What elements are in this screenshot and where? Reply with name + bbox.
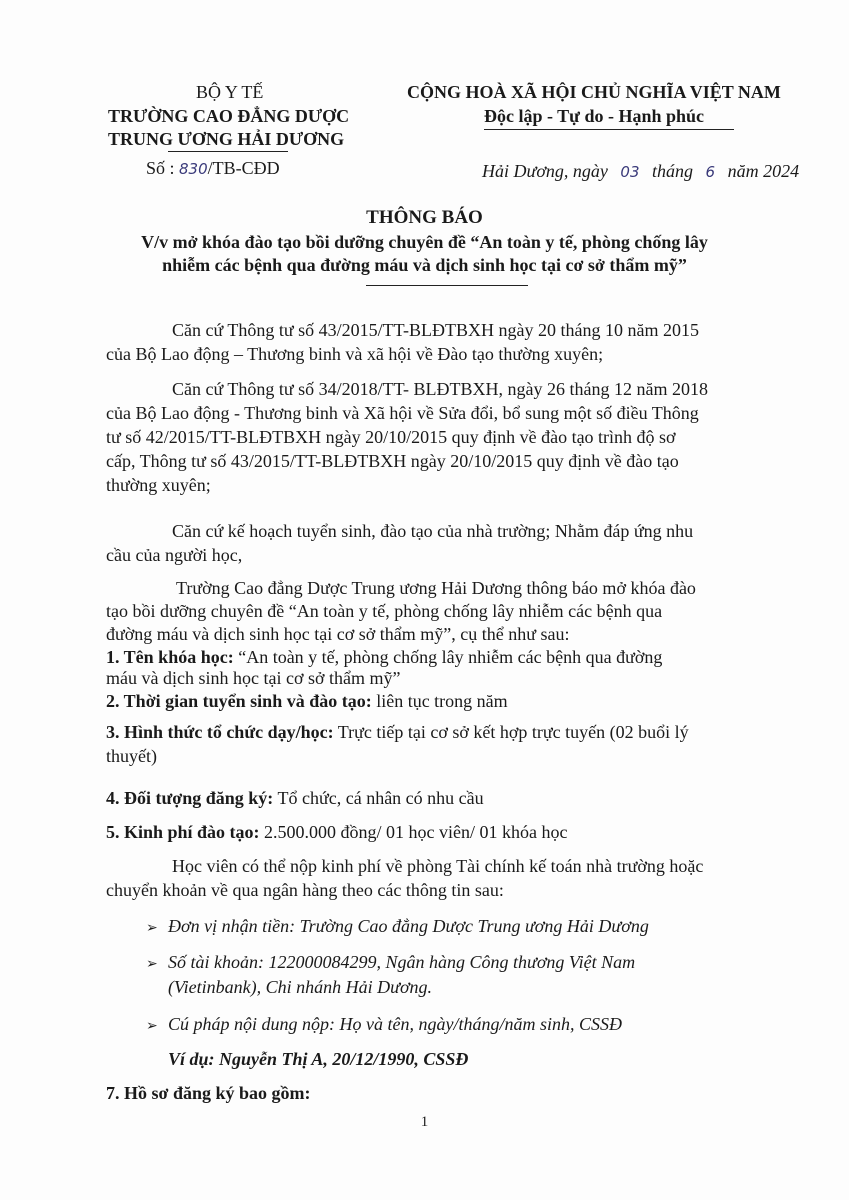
para2-line2: của Bộ Lao động - Thương binh và Xã hội về Sửa đổi, bổ sung một số điều Thông [106, 403, 699, 423]
item1-label: 1. Tên khóa học: [106, 647, 234, 667]
document-number [146, 156, 280, 181]
school-name-line2: TRUNG ƯƠNG HẢI DƯƠNG [108, 129, 345, 149]
date-line [482, 159, 799, 184]
item1-text-line1: “An toàn y tế, phòng chống lây nhiễm các bệnh qua đường [233, 647, 663, 667]
item3-label: 3. Hình thức tổ chức dạy/học: [106, 722, 334, 742]
item1 [106, 646, 662, 669]
item4-label: 4. Đối tượng đăng ký: [106, 788, 274, 808]
para2-line3: tư số 42/2015/TT-BLĐTBXH ngày 20/10/2015 quy định về đào tạo trình độ sơ [106, 427, 676, 447]
item2-text: liên tục trong năm [371, 691, 508, 711]
motto-underline [484, 129, 734, 130]
para3-line2: cầu của người học, [106, 545, 243, 565]
item2 [106, 690, 508, 713]
para4-line3: đường máu và dịch sinh học tại cơ sở thẩm mỹ”, cụ thể như sau: [106, 624, 570, 644]
date-day-handwritten: 03 [620, 163, 640, 181]
bullet-payee-text: Đơn vị nhận tiền: Trường Cao đẳng Dược Trung ương Hải Dương [168, 916, 649, 936]
para2-line5: thường xuyên; [106, 475, 211, 495]
school-name-line1: TRƯỜNG CAO ĐẲNG DƯỢC [108, 106, 350, 126]
para1-line2: của Bộ Lao động – Thương binh và xã hội về Đào tạo thường xuyên; [106, 344, 604, 364]
number-suffix: /TB-CĐD [207, 158, 280, 178]
national-motto: Độc lập - Tự do - Hạnh phúc [484, 106, 705, 126]
subject-underline [366, 285, 528, 286]
number-handwritten: 830 [179, 160, 208, 178]
arrow-bullet-icon: ➢ [146, 1018, 158, 1034]
number-prefix: Số : [146, 158, 175, 178]
date-year: năm 2024 [727, 161, 800, 181]
item3 [106, 721, 689, 744]
bullet-syntax [146, 1013, 622, 1038]
date-place: Hải Dương, ngày [482, 161, 608, 181]
item1-text-line2: máu và dịch sinh học tại cơ sở thẩm mỹ” [106, 668, 401, 688]
item2-label: 2. Thời gian tuyển sinh và đào tạo: [106, 691, 372, 711]
item4-text: Tổ chức, cá nhân có nhu cầu [273, 788, 484, 808]
subject-line1: V/v mở khóa đào tạo bồi dưỡng chuyên đề “An toàn y tế, phòng chống lây [141, 232, 708, 252]
ministry-name: BỘ Y TẾ [196, 82, 264, 102]
item5 [106, 821, 568, 844]
bullet-account-text-line2: (Vietinbank), Chi nhánh Hải Dương. [168, 977, 433, 997]
bullet-syntax-text: Cú pháp nội dung nộp: Họ và tên, ngày/tháng/năm sinh, CSSĐ [168, 1014, 622, 1034]
para2-line4: cấp, Thông tư số 43/2015/TT-BLĐTBXH ngày 20/10/2015 quy định về đào tạo [106, 451, 679, 471]
country-name: CỘNG HOÀ XÃ HỘI CHỦ NGHĨA VIỆT NAM [407, 82, 781, 102]
payment-example: Ví dụ: Nguyễn Thị A, 20/12/1990, CSSĐ [168, 1049, 469, 1069]
para4-line2: tạo bồi dưỡng chuyên đề “An toàn y tế, phòng chống lây nhiễm các bệnh qua [106, 601, 663, 621]
payment-intro-line2: chuyển khoản về qua ngân hàng theo các thông tin sau: [106, 880, 504, 900]
date-month-handwritten: 6 [705, 163, 716, 181]
payment-intro-line1: Học viên có thể nộp kinh phí về phòng Tài chính kế toán nhà trường hoặc [172, 856, 704, 876]
item7-heading: 7. Hồ sơ đăng ký bao gồm: [106, 1083, 311, 1103]
school-name-underline [168, 151, 288, 152]
item5-label: 5. Kinh phí đào tạo: [106, 822, 260, 842]
para3-line1: Căn cứ kế hoạch tuyển sinh, đào tạo của nhà trường; Nhằm đáp ứng nhu [172, 521, 694, 541]
bullet-account-text-line1: Số tài khoản: 122000084299, Ngân hàng Công thương Việt Nam [168, 952, 636, 972]
item3-text-line1: Trực tiếp tại cơ sở kết hợp trực tuyến (02 buổi lý [333, 722, 689, 742]
arrow-bullet-icon: ➢ [146, 920, 158, 936]
para4-line1: Trường Cao đẳng Dược Trung ương Hải Dương thông báo mở khóa đào [176, 578, 696, 598]
bullet-payee [146, 915, 649, 940]
subject-line2: nhiễm các bệnh qua đường máu và dịch sinh học tại cơ sở thẩm mỹ” [162, 255, 687, 275]
arrow-bullet-icon: ➢ [146, 956, 158, 972]
para1-line1: Căn cứ Thông tư số 43/2015/TT-BLĐTBXH ngày 20 tháng 10 năm 2015 [172, 320, 699, 340]
bullet-account [146, 951, 635, 976]
item4 [106, 787, 484, 810]
page-number: 1 [420, 1114, 429, 1130]
item3-text-line2: thuyết) [106, 746, 157, 766]
para2-line1: Căn cứ Thông tư số 34/2018/TT- BLĐTBXH, ngày 26 tháng 12 năm 2018 [172, 379, 708, 399]
document-title: THÔNG BÁO [366, 207, 483, 228]
item5-text: 2.500.000 đồng/ 01 học viên/ 01 khóa học [259, 822, 568, 842]
date-month-label: tháng [652, 161, 694, 181]
